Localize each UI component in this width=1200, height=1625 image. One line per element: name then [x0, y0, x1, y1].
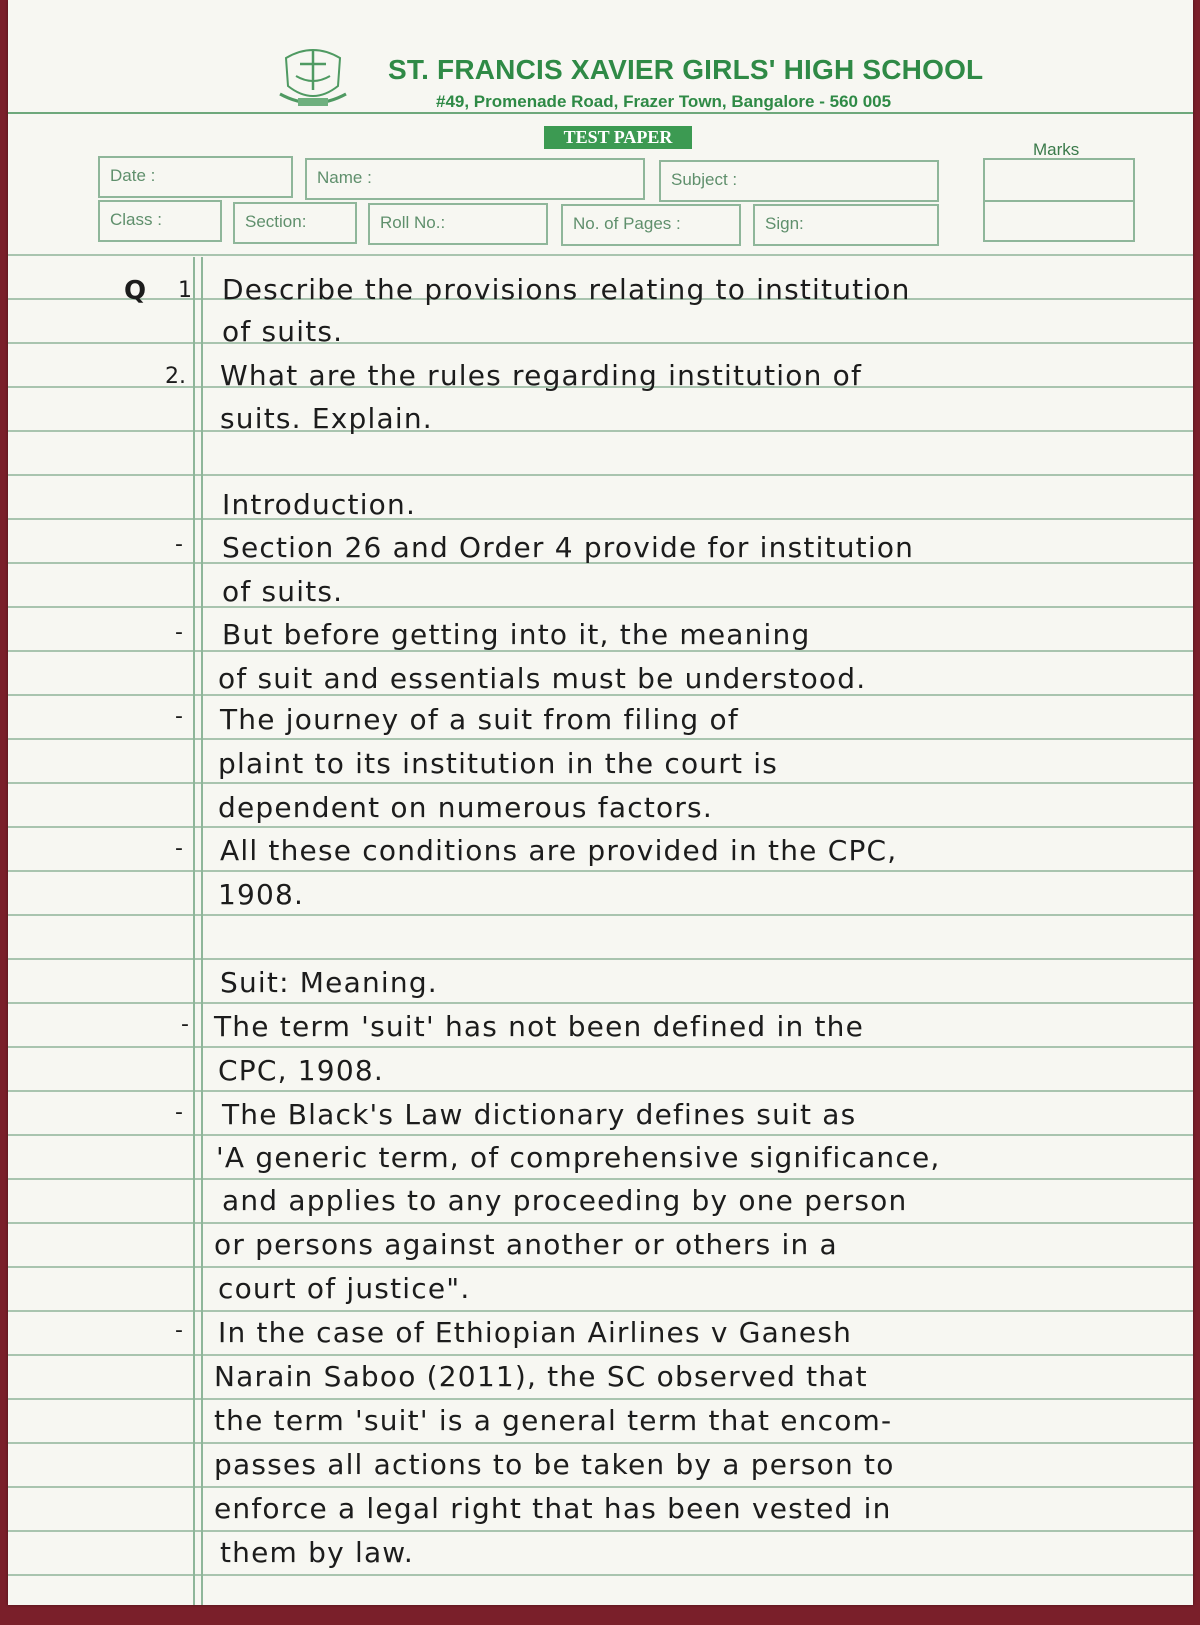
bullet-dash: - [175, 620, 183, 645]
question-1-number: 1 [178, 278, 192, 303]
bullet-dash: - [181, 1012, 189, 1037]
ruled-line [8, 870, 1193, 872]
ruled-line [8, 1222, 1193, 1224]
ruled-line [8, 430, 1193, 432]
header-divider [8, 112, 1193, 114]
ruled-line [8, 738, 1193, 740]
name-field[interactable] [305, 158, 645, 200]
roll-no-label: Roll No.: [380, 213, 446, 232]
name-label: Name : [317, 168, 372, 187]
sign-field[interactable] [753, 204, 939, 246]
answer-line: them by law. [220, 1536, 414, 1569]
answer-line: The term 'suit' has not been defined in the [214, 1010, 865, 1043]
answer-line: The journey of a suit from filing of [220, 703, 739, 736]
ruled-line [8, 1310, 1193, 1312]
question-2-line-1: What are the rules regarding institution of [220, 359, 863, 392]
ruled-line [8, 1398, 1193, 1400]
answer-line: All these conditions are provided in the CPC, [220, 834, 898, 867]
ruled-line [8, 1178, 1193, 1180]
question-2-line-2: suits. Explain. [220, 402, 433, 435]
ruled-line [8, 1046, 1193, 1048]
test-paper-badge: TEST PAPER [544, 126, 692, 149]
test-paper-sheet [8, 0, 1193, 1605]
ruled-line [8, 342, 1193, 344]
class-label: Class : [110, 210, 162, 229]
date-label: Date : [110, 166, 156, 185]
ruled-line [8, 1530, 1193, 1532]
answer-line: CPC, 1908. [218, 1054, 384, 1087]
margin-line [201, 257, 203, 1605]
ruled-line [8, 1266, 1193, 1268]
section-label: Section: [245, 212, 307, 231]
pages-field[interactable] [561, 204, 741, 246]
school-name: ST. FRANCIS XAVIER GIRLS' HIGH SCHOOL [388, 54, 984, 85]
class-field[interactable] [98, 200, 222, 242]
answer-line: of suits. [222, 575, 344, 608]
ruled-line [8, 1134, 1193, 1136]
roll-no-field[interactable] [368, 203, 548, 245]
ruled-line [8, 1442, 1193, 1444]
ruled-line [8, 826, 1193, 828]
answer-line: In the case of Ethiopian Airlines v Ganesh [218, 1316, 853, 1349]
bullet-dash: - [175, 836, 183, 861]
ruled-line [8, 1354, 1193, 1356]
question-2-number: 2. [165, 364, 186, 389]
answer-line: and applies to any proceeding by one person [222, 1184, 908, 1217]
answer-line: passes all actions to be taken by a person to [214, 1448, 895, 1481]
marks-box-divider [985, 200, 1133, 202]
ruled-line [8, 1574, 1193, 1576]
answer-line: the term 'suit' is a general term that encom- [214, 1404, 893, 1437]
ruled-line [8, 474, 1193, 476]
school-address: #49, Promenade Road, Frazer Town, Bangalore - 560 005 [436, 92, 892, 111]
bullet-dash: - [175, 1100, 183, 1125]
answer-line: The Black's Law dictionary defines suit as [222, 1098, 857, 1131]
ruled-line [8, 958, 1193, 960]
ruled-line [8, 1090, 1193, 1092]
answer-line: dependent on numerous factors. [218, 791, 713, 824]
answer-line: of suit and essentials must be understood. [218, 662, 867, 695]
bullet-dash: - [175, 704, 183, 729]
answer-line: 1908. [218, 878, 305, 911]
sign-label: Sign: [765, 214, 804, 233]
answer-line: Section 26 and Order 4 provide for institution [222, 531, 915, 564]
answer-line: or persons against another or others in a [214, 1228, 838, 1261]
date-field[interactable] [98, 156, 293, 198]
school-crest-icon [276, 40, 350, 114]
ruled-line [8, 254, 1193, 256]
ruled-line [8, 1486, 1193, 1488]
answer-line: 'A generic term, of comprehensive significance, [216, 1141, 941, 1174]
ruled-line [8, 1002, 1193, 1004]
introduction-heading: Introduction. [222, 488, 417, 521]
answer-line: But before getting into it, the meaning [222, 618, 811, 651]
suit-meaning-heading: Suit: Meaning. [220, 966, 438, 999]
question-label: Q [124, 276, 147, 306]
marks-box[interactable] [983, 158, 1135, 242]
answer-line: enforce a legal right that has been vested in [214, 1492, 892, 1525]
answer-line: court of justice". [218, 1272, 471, 1305]
ruled-line [8, 782, 1193, 784]
answer-line: plaint to its institution in the court is [218, 747, 779, 780]
question-1-line-2: of suits. [222, 315, 344, 348]
ruled-line [8, 518, 1193, 520]
margin-line [193, 257, 195, 1605]
ruled-line [8, 914, 1193, 916]
marks-label: Marks [1033, 140, 1080, 159]
answer-line: Narain Saboo (2011), the SC observed that [214, 1360, 868, 1393]
section-field[interactable] [233, 202, 357, 244]
subject-field[interactable] [659, 160, 939, 202]
ruled-line [8, 606, 1193, 608]
bullet-dash: - [175, 1318, 183, 1343]
pages-label: No. of Pages : [573, 214, 681, 233]
bullet-dash: - [175, 532, 183, 557]
question-1-line-1: Describe the provisions relating to institution [222, 273, 911, 306]
subject-label: Subject : [671, 170, 738, 189]
